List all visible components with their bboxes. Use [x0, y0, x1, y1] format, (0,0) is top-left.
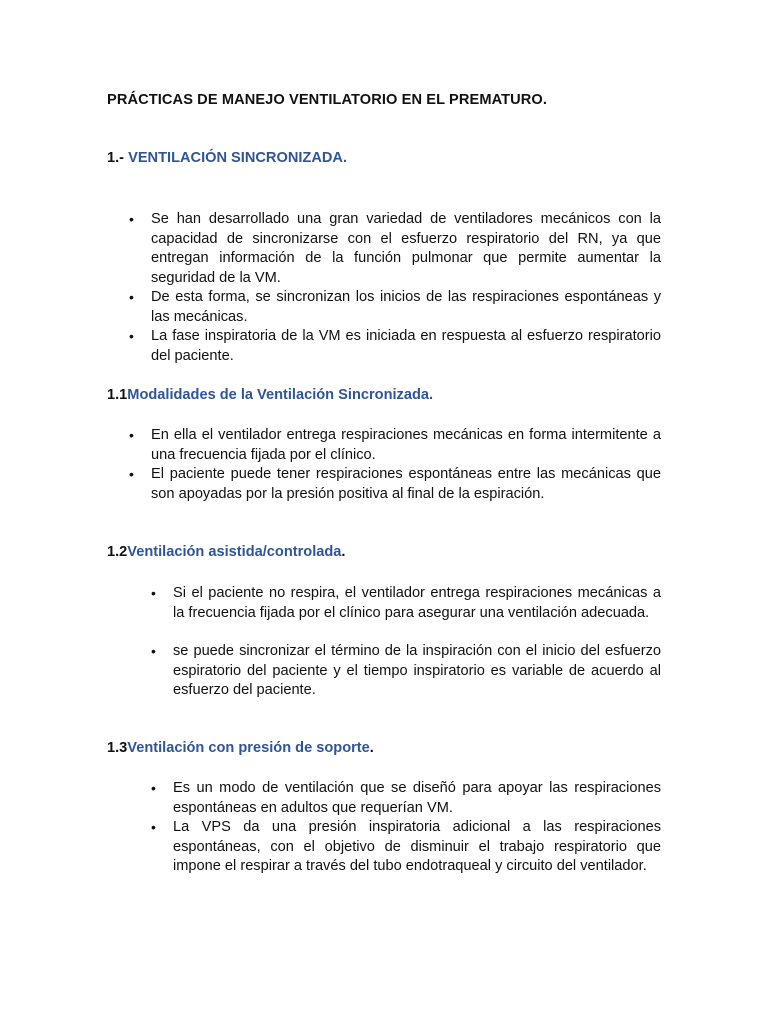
- list-item: • La fase inspiratoria de la VM es iniciada en respuesta al esfuerzo respiratorio del paciente.: [129, 328, 661, 364]
- list-item: • En ella el ventilador entrega respiraciones mecánicas en forma intermitente a una frecuencia fijada por el clínico.: [129, 427, 661, 463]
- document-title: PRÁCTICAS DE MANEJO VENTILATORIO EN EL PREMATURO.: [107, 92, 548, 108]
- section-1-2-period: .: [341, 544, 346, 560]
- section-1-heading: [107, 150, 347, 166]
- list-item: • Si el paciente no respira, el ventilador entrega respiraciones mecánicas a la frecuencia fijada por el clínico para asegurar una ventilación adecuada.: [151, 585, 661, 621]
- list-item: • se puede sincronizar el término de la inspiración con el inicio del esfuerzo espiratorio del paciente y el tiempo inspiratorio es variable de acuerdo al esfuerzo del paciente.: [151, 643, 661, 698]
- section-1-3-heading: [107, 740, 374, 756]
- section-1-2-bullet-list: [151, 584, 661, 701]
- bullet-icon: •: [151, 819, 156, 835]
- section-1-2-number: 1.2: [107, 544, 128, 560]
- list-item: • Se han desarrollado una gran variedad de ventiladores mecánicos con la capacidad de sincronizarse con el esfuerzo respiratorio del RN, ya que entregan información de la función pulmonar que permite aumentar la seguridad de la VM.: [129, 211, 661, 286]
- section-1-1-title: Modalidades de la Ventilación Sincronizada.: [127, 387, 434, 403]
- section-1-bullet-list: [129, 210, 661, 366]
- section-1-3-number: 1.3: [107, 740, 128, 756]
- bullet-icon: •: [129, 328, 134, 344]
- section-1-1-number: 1.1: [107, 387, 128, 403]
- section-1-1-bullet-list: [129, 426, 661, 504]
- section-1-3-period: .: [369, 740, 374, 756]
- section-1-3-title: Ventilación con presión de soporte: [127, 740, 370, 756]
- bullet-icon: •: [129, 466, 134, 482]
- section-1-title: VENTILACIÓN SINCRONIZADA.: [128, 150, 347, 166]
- bullet-icon: •: [151, 780, 156, 796]
- section-1-2-heading: [107, 544, 345, 560]
- section-1-1-heading: [107, 387, 433, 403]
- bullet-icon: •: [151, 643, 156, 659]
- list-item: • El paciente puede tener respiraciones espontáneas entre las mecánicas que son apoyadas por la presión positiva al final de la espiración.: [129, 466, 661, 502]
- section-1-3-bullet-list: [151, 779, 661, 877]
- list-item: • Es un modo de ventilación que se diseñó para apoyar las respiraciones espontáneas en adultos que requerían VM.: [151, 780, 661, 816]
- bullet-icon: •: [129, 427, 134, 443]
- list-item: • La VPS da una presión inspiratoria adicional a las respiraciones espontáneas, con el objetivo de disminuir el trabajo respiratorio que impone el respirar a través del tubo endotraqueal y circuito del ventilador.: [151, 819, 661, 874]
- bullet-icon: •: [129, 211, 134, 227]
- section-1-number: 1.-: [107, 150, 129, 166]
- bullet-icon: •: [151, 585, 156, 601]
- bullet-icon: •: [129, 289, 134, 305]
- list-item: • De esta forma, se sincronizan los inicios de las respiraciones espontáneas y las mecánicas.: [129, 289, 661, 325]
- section-1-2-title: Ventilación asistida/controlada: [127, 544, 342, 560]
